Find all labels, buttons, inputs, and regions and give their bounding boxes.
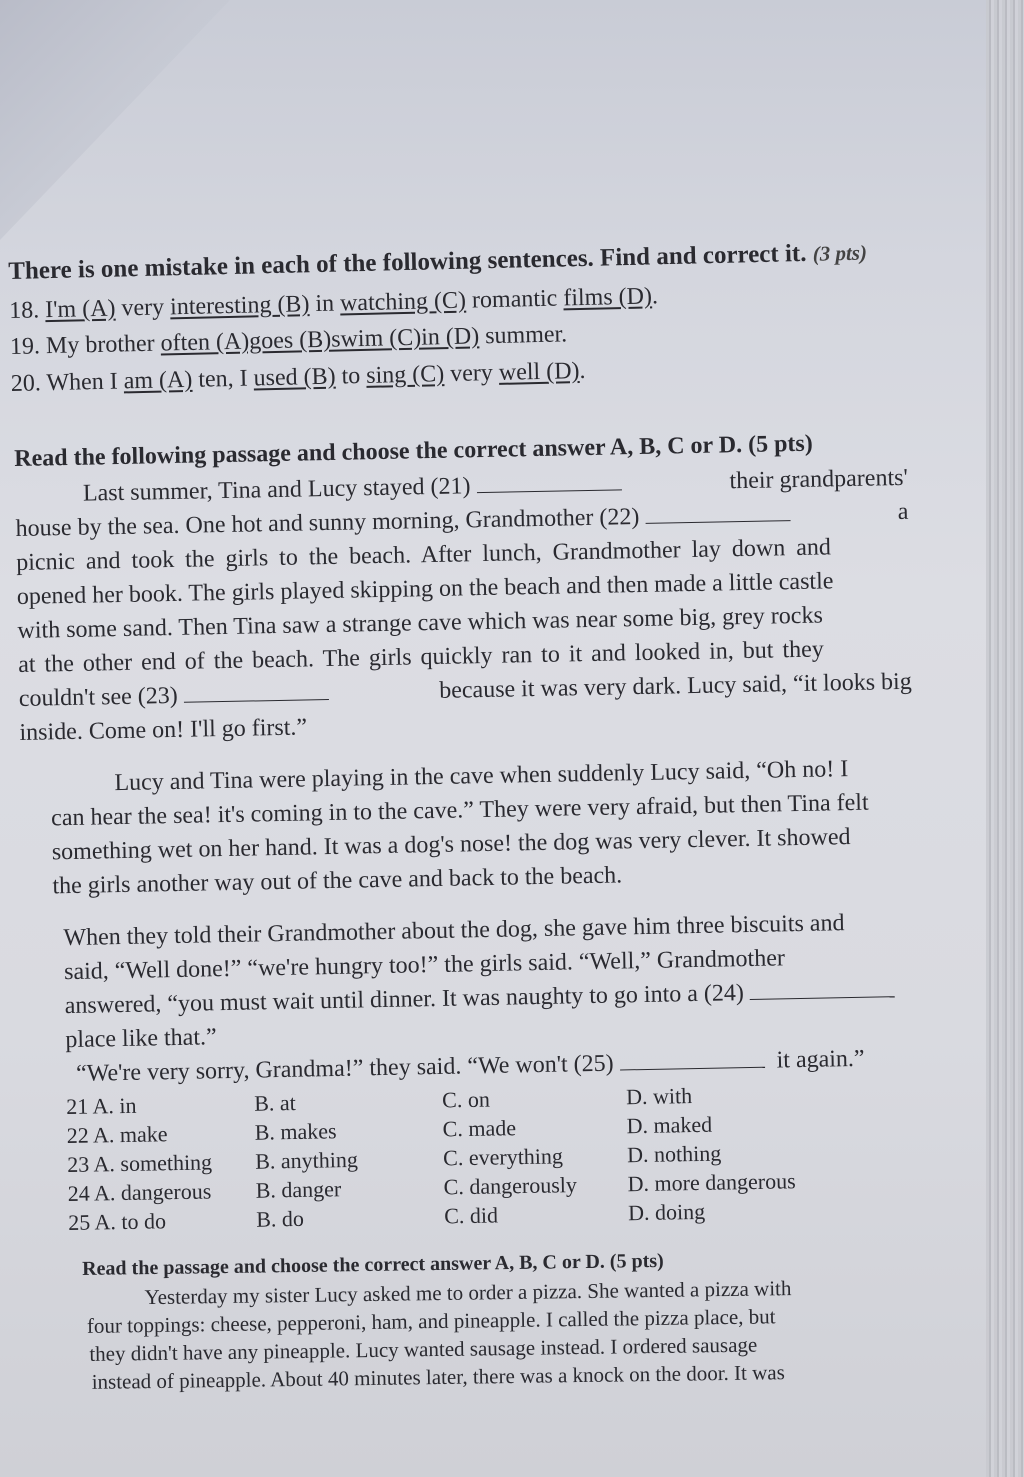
- passage-line: said, “Well done!” “we're hungry too!” the girls said. “Well,” Grandmother: [63, 945, 786, 986]
- option-21-d[interactable]: D. with: [625, 1083, 693, 1110]
- option-25-a[interactable]: 25 A. to do: [68, 1208, 167, 1235]
- option-23-a[interactable]: 23 A. something: [67, 1149, 213, 1177]
- section2-heading: Read the following passage and choose the correct answer A, B, C or D. (5 pts): [14, 430, 813, 472]
- option-23-c[interactable]: C. everything: [442, 1143, 564, 1171]
- passage-line: they didn't have any pineapple. Lucy wanted sausage instead. I ordered sausage: [89, 1332, 758, 1366]
- answer-blank-25[interactable]: [619, 1049, 764, 1071]
- passage-line: house by the sea. One hot and sunny morning, Grandmother (22) a: [15, 498, 909, 542]
- section1-heading: There is one mistake in each of the following sentences. Find and correct it. (3 pts): [8, 239, 868, 285]
- option-21-c[interactable]: C. on: [441, 1086, 491, 1113]
- option-25-c[interactable]: C. did: [443, 1202, 499, 1229]
- answer-blank-24[interactable]: [750, 978, 895, 1000]
- passage-line: couldn't see (23) because it was very dark. Lucy said, “it looks big: [18, 668, 912, 712]
- answer-blank-23[interactable]: [184, 681, 329, 703]
- option-22-a[interactable]: 22 A. make: [66, 1121, 168, 1148]
- passage-line: at the other end of the beach. The girls quickly ran to it and looked in, but they: [17, 636, 824, 678]
- section-reading-1: [14, 429, 912, 1087]
- passage-line: can hear the sea! it's coming in to the cave.” They were very afraid, but then Tina felt: [50, 789, 869, 832]
- passage-line: the girls another way out of the cave and back to the beach.: [52, 862, 623, 900]
- answer-blank-22[interactable]: [645, 502, 790, 524]
- option-23-b[interactable]: B. anything: [254, 1146, 359, 1174]
- section-reading-2: [82, 1247, 882, 1394]
- passage-line: place like that.”: [65, 1024, 217, 1054]
- passage-line: instead of pineapple. About 40 minutes later, there was a knock on the door. It was: [91, 1360, 785, 1394]
- question-18: 18. I'm (A) very interesting (B) in watching (C) romantic films (D).: [8, 283, 659, 324]
- option-21-a[interactable]: 21 A. in: [66, 1092, 137, 1119]
- section3-heading: Read the passage and choose the correct answer A, B, C or D. (5 pts): [82, 1249, 664, 1280]
- passage-line: “We're very sorry, Grandma!” they said. “We won't (25) it again.”: [75, 1045, 865, 1087]
- question-20: 20. When I am (A) ten, I used (B) to sing (C) very well (D).: [10, 357, 586, 397]
- option-22-c[interactable]: C. made: [442, 1115, 517, 1142]
- question-19: 19. My brother often (A)goes (B)swim (C)in (D) summer.: [9, 321, 568, 360]
- option-25-b[interactable]: B. do: [255, 1205, 305, 1232]
- option-24-d[interactable]: D. more dangerous: [627, 1168, 796, 1197]
- option-23-d[interactable]: D. nothing: [626, 1140, 722, 1168]
- option-24-a[interactable]: 24 A. dangerous: [67, 1178, 212, 1206]
- option-25-d[interactable]: D. doing: [627, 1198, 706, 1226]
- passage-line: When they told their Grandmother about the dog, she gave him three biscuits and: [63, 910, 845, 952]
- passage-line: opened her book. The girls played skipping on the beach and then made a little castle: [16, 568, 834, 610]
- page-stack-edge: [986, 0, 1024, 1477]
- passage-line: Lucy and Tina were playing in the cave when suddenly Lucy said, “Oh no! I: [114, 756, 849, 797]
- page-fold-shadow: [0, 0, 230, 240]
- passage-line: four toppings: cheese, pepperoni, ham, and pineapple. I called the pizza place, but: [86, 1304, 776, 1338]
- option-21-b[interactable]: B. at: [253, 1089, 296, 1116]
- option-24-b[interactable]: B. danger: [255, 1176, 342, 1203]
- answer-blank-21[interactable]: [476, 471, 621, 493]
- passage-line: inside. Come on! I'll go first.”: [19, 714, 308, 746]
- passage-line: answered, “you must wait until dinner. It was naughty to go into a (24): [65, 977, 896, 1020]
- passage-line: with some sand. Then Tina saw a strange cave which was near some big, grey rocks: [17, 602, 824, 644]
- option-22-b[interactable]: B. makes: [254, 1118, 337, 1145]
- option-22-d[interactable]: D. maked: [626, 1111, 713, 1139]
- passage-line: Yesterday my sister Lucy asked me to order a pizza. She wanted a pizza with: [144, 1276, 792, 1310]
- passage-line: something wet on her hand. It was a dog's nose! the dog was very clever. It showed: [51, 824, 851, 866]
- section-find-mistake: [8, 237, 938, 397]
- option-24-c[interactable]: C. dangerously: [443, 1172, 578, 1200]
- passage-line: picnic and took the girls to the beach. After lunch, Grandmother lay down and: [15, 534, 832, 576]
- passage-line: Last summer, Tina and Lucy stayed (21) their grandparents': [82, 464, 909, 507]
